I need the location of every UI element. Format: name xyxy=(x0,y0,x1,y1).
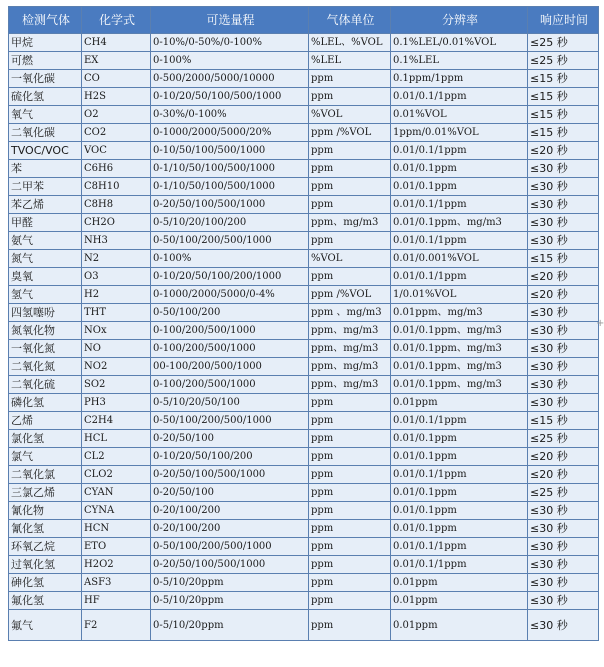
cell-range: 0-10/20/50/100/200 xyxy=(151,448,309,466)
cell-resolution: 1/0.01%VOL xyxy=(391,286,528,304)
cell-resolution: 0.01/0.1/1ppm xyxy=(391,232,528,250)
table-row xyxy=(9,466,599,484)
cell-gas: 甲烷 xyxy=(9,34,82,52)
cell-unit: ppm xyxy=(309,538,391,556)
cell-unit: ppm、mg/m3 xyxy=(309,340,391,358)
cell-formula: EX xyxy=(82,52,151,70)
cell-gas: 二氧化碳 xyxy=(9,124,82,142)
cell-unit: ppm xyxy=(309,160,391,178)
cell-range: 0-5/10/20/100/200 xyxy=(151,214,309,232)
cell-unit: ppm、mg/m3 xyxy=(309,214,391,232)
cell-gas: 氟气 xyxy=(9,610,82,641)
cell-response-time: ≤20 秒 xyxy=(528,268,599,286)
cell-range: 0-5/10/20ppm xyxy=(151,574,309,592)
cell-response-time: ≤30 秒 xyxy=(528,304,599,322)
cell-range: 0-100/200/500/1000 xyxy=(151,376,309,394)
table-row xyxy=(9,34,599,52)
cell-response-time: ≤30 秒 xyxy=(528,610,599,641)
cell-range: 0-20/100/200 xyxy=(151,520,309,538)
cell-gas: 二氧化硫 xyxy=(9,376,82,394)
cell-response-time: ≤25 秒 xyxy=(528,34,599,52)
cell-range: 0-20/50/100 xyxy=(151,430,309,448)
cell-resolution: 0.01/0.1ppm xyxy=(391,178,528,196)
cell-gas: 氢气 xyxy=(9,286,82,304)
table-row xyxy=(9,538,599,556)
cell-unit: ppm xyxy=(309,502,391,520)
cell-range: 0-50/100/200 xyxy=(151,304,309,322)
cell-range: 0-20/50/100/500/1000 xyxy=(151,556,309,574)
cell-gas: 氰化氢 xyxy=(9,520,82,538)
cell-range: 0-20/50/100/500/1000 xyxy=(151,466,309,484)
cell-formula: NOx xyxy=(82,322,151,340)
cell-unit: ppm /%VOL xyxy=(309,286,391,304)
cell-gas: 砷化氢 xyxy=(9,574,82,592)
cell-gas: 氯气 xyxy=(9,448,82,466)
cell-response-time: ≤15 秒 xyxy=(528,412,599,430)
cell-unit: ppm xyxy=(309,196,391,214)
cell-formula: CLO2 xyxy=(82,466,151,484)
cell-formula: HF xyxy=(82,592,151,610)
table-row xyxy=(9,286,599,304)
table-row xyxy=(9,250,599,268)
cell-formula: CYNA xyxy=(82,502,151,520)
cell-range: 00-100/200/500/1000 xyxy=(151,358,309,376)
table-row xyxy=(9,70,599,88)
cell-response-time: ≤30 秒 xyxy=(528,394,599,412)
cell-gas: 二氧化氮 xyxy=(9,358,82,376)
cell-unit: ppm xyxy=(309,466,391,484)
gas-spec-table-container xyxy=(8,6,599,641)
table-row xyxy=(9,574,599,592)
cell-range: 0-100/200/500/1000 xyxy=(151,322,309,340)
cell-unit: ppm xyxy=(309,484,391,502)
gas-spec-table xyxy=(8,6,599,641)
cell-range: 0-100/200/500/1000 xyxy=(151,340,309,358)
cell-resolution: 0.01/0.1/1ppm xyxy=(391,538,528,556)
cell-gas: 一氧化碳 xyxy=(9,70,82,88)
table-row xyxy=(9,448,599,466)
cell-gas: 二甲苯 xyxy=(9,178,82,196)
table-row xyxy=(9,592,599,610)
cell-formula: CO xyxy=(82,70,151,88)
cell-response-time: ≤30 秒 xyxy=(528,178,599,196)
cell-resolution: 0.01ppm xyxy=(391,574,528,592)
cell-resolution: 0.01/0.1ppm xyxy=(391,430,528,448)
table-row xyxy=(9,196,599,214)
cell-response-time: ≤20 秒 xyxy=(528,448,599,466)
cell-range: 0-20/50/100/500/1000 xyxy=(151,196,309,214)
table-row xyxy=(9,142,599,160)
cell-response-time: ≤25 秒 xyxy=(528,52,599,70)
cell-gas: 氟化氢 xyxy=(9,592,82,610)
cell-resolution: 0.01/0.1ppm、mg/m3 xyxy=(391,340,528,358)
table-body xyxy=(9,34,599,641)
cell-range: 0-1/10/50/100/500/1000 xyxy=(151,160,309,178)
cell-response-time: ≤30 秒 xyxy=(528,502,599,520)
cell-resolution: 0.01/0.1/1ppm xyxy=(391,412,528,430)
cell-formula: O2 xyxy=(82,106,151,124)
cell-range: 0-10%/0-50%/0-100% xyxy=(151,34,309,52)
cell-range: 0-50/100/200/500/1000 xyxy=(151,538,309,556)
cell-unit: ppm 、mg/m3 xyxy=(309,304,391,322)
cell-gas: 氮气 xyxy=(9,250,82,268)
cell-response-time: ≤15 秒 xyxy=(528,88,599,106)
table-row xyxy=(9,340,599,358)
table-row xyxy=(9,556,599,574)
cell-range: 0-50/100/200/500/1000 xyxy=(151,232,309,250)
cell-unit: ppm xyxy=(309,412,391,430)
cell-formula: N2 xyxy=(82,250,151,268)
cell-unit: %LEL、%VOL xyxy=(309,34,391,52)
cell-resolution: 0.01/0.1ppm xyxy=(391,502,528,520)
table-row xyxy=(9,430,599,448)
cell-gas: TVOC/VOC xyxy=(9,142,82,160)
cell-gas: 苯乙烯 xyxy=(9,196,82,214)
cell-response-time: ≤15 秒 xyxy=(528,250,599,268)
header-resolution: 分辨率 xyxy=(391,7,528,34)
cell-unit: ppm、mg/m3 xyxy=(309,358,391,376)
cell-response-time: ≤30 秒 xyxy=(528,214,599,232)
cell-unit: ppm xyxy=(309,448,391,466)
header-response-time: 响应时间 xyxy=(528,7,599,34)
cell-unit: %VOL xyxy=(309,106,391,124)
cell-gas: 一氧化氮 xyxy=(9,340,82,358)
cell-formula: CO2 xyxy=(82,124,151,142)
cell-gas: 氯化氢 xyxy=(9,430,82,448)
cell-response-time: ≤30 秒 xyxy=(528,358,599,376)
cell-response-time: ≤30 秒 xyxy=(528,556,599,574)
cell-unit: ppm xyxy=(309,394,391,412)
cell-response-time: ≤20 秒 xyxy=(528,142,599,160)
cell-range: 0-50/100/200/500/1000 xyxy=(151,412,309,430)
cell-gas: 可燃 xyxy=(9,52,82,70)
cell-resolution: 0.01/0.1/1ppm xyxy=(391,88,528,106)
cell-response-time: ≤30 秒 xyxy=(528,592,599,610)
cell-resolution: 0.01/0.1/1ppm xyxy=(391,556,528,574)
cell-formula: C6H6 xyxy=(82,160,151,178)
cell-unit: ppm xyxy=(309,178,391,196)
table-row xyxy=(9,484,599,502)
cell-unit: ppm xyxy=(309,556,391,574)
cell-range: 0-1000/2000/5000/20% xyxy=(151,124,309,142)
cell-resolution: 0.01ppm、mg/m3 xyxy=(391,304,528,322)
cell-range: 0-100% xyxy=(151,250,309,268)
cell-gas: 三氯乙烯 xyxy=(9,484,82,502)
table-row xyxy=(9,88,599,106)
table-row xyxy=(9,304,599,322)
cell-gas: 甲醛 xyxy=(9,214,82,232)
cell-unit: %LEL xyxy=(309,52,391,70)
cell-formula: PH3 xyxy=(82,394,151,412)
cell-range: 0-10/20/50/100/500/1000 xyxy=(151,88,309,106)
cell-formula: ASF3 xyxy=(82,574,151,592)
cell-gas: 氨气 xyxy=(9,232,82,250)
cell-formula: NO2 xyxy=(82,358,151,376)
cell-formula: SO2 xyxy=(82,376,151,394)
header-formula: 化学式 xyxy=(82,7,151,34)
cell-unit: ppm xyxy=(309,142,391,160)
cell-range: 0-500/2000/5000/10000 xyxy=(151,70,309,88)
cell-formula: HCN xyxy=(82,520,151,538)
cell-resolution: 0.1%LEL/0.01%VOL xyxy=(391,34,528,52)
header-unit: 气体单位 xyxy=(309,7,391,34)
table-row xyxy=(9,106,599,124)
cell-resolution: 0.1ppm/1ppm xyxy=(391,70,528,88)
cell-range: 0-1000/2000/5000/0-4% xyxy=(151,286,309,304)
cell-response-time: ≤30 秒 xyxy=(528,322,599,340)
table-row xyxy=(9,268,599,286)
cell-response-time: ≤15 秒 xyxy=(528,124,599,142)
cell-unit: ppm xyxy=(309,88,391,106)
cell-unit: ppm xyxy=(309,610,391,641)
cell-formula: C8H10 xyxy=(82,178,151,196)
cell-formula: C2H4 xyxy=(82,412,151,430)
cell-gas: 硫化氢 xyxy=(9,88,82,106)
cell-formula: CH4 xyxy=(82,34,151,52)
table-row xyxy=(9,160,599,178)
cell-range: 0-30%/0-100% xyxy=(151,106,309,124)
scroll-marker-icon: + xyxy=(596,318,604,329)
header-range: 可选量程 xyxy=(151,7,309,34)
table-row xyxy=(9,502,599,520)
cell-formula: CH2O xyxy=(82,214,151,232)
cell-resolution: 0.01ppm xyxy=(391,592,528,610)
cell-resolution: 0.1%LEL xyxy=(391,52,528,70)
cell-formula: ETO xyxy=(82,538,151,556)
cell-gas: 氮氧化物 xyxy=(9,322,82,340)
cell-response-time: ≤25 秒 xyxy=(528,484,599,502)
cell-gas: 磷化氢 xyxy=(9,394,82,412)
cell-resolution: 0.01/0.1ppm、mg/m3 xyxy=(391,214,528,232)
table-row xyxy=(9,214,599,232)
cell-resolution: 0.01/0.1/1ppm xyxy=(391,268,528,286)
cell-resolution: 0.01/0.1/1ppm xyxy=(391,196,528,214)
cell-response-time: ≤30 秒 xyxy=(528,340,599,358)
cell-resolution: 0.01/0.1/1ppm xyxy=(391,466,528,484)
cell-resolution: 0.01/0.001%VOL xyxy=(391,250,528,268)
cell-gas: 苯 xyxy=(9,160,82,178)
cell-formula: H2 xyxy=(82,286,151,304)
table-row xyxy=(9,124,599,142)
table-row xyxy=(9,610,599,641)
table-row xyxy=(9,376,599,394)
cell-response-time: ≤30 秒 xyxy=(528,196,599,214)
cell-gas: 二氧化氯 xyxy=(9,466,82,484)
cell-unit: ppm /%VOL xyxy=(309,124,391,142)
cell-resolution: 0.01/0.1ppm、mg/m3 xyxy=(391,376,528,394)
cell-response-time: ≤15 秒 xyxy=(528,70,599,88)
cell-formula: THT xyxy=(82,304,151,322)
table-row xyxy=(9,520,599,538)
cell-response-time: ≤25 秒 xyxy=(528,430,599,448)
cell-gas: 四氢噻吩 xyxy=(9,304,82,322)
cell-unit: %VOL xyxy=(309,250,391,268)
cell-formula: C8H8 xyxy=(82,196,151,214)
cell-gas: 过氧化氢 xyxy=(9,556,82,574)
cell-formula: NH3 xyxy=(82,232,151,250)
cell-formula: HCL xyxy=(82,430,151,448)
cell-range: 0-10/20/50/100/200/1000 xyxy=(151,268,309,286)
cell-resolution: 0.01/0.1ppm xyxy=(391,448,528,466)
cell-unit: ppm xyxy=(309,268,391,286)
cell-range: 0-20/100/200 xyxy=(151,502,309,520)
cell-resolution: 1ppm/0.01%VOL xyxy=(391,124,528,142)
cell-formula: H2O2 xyxy=(82,556,151,574)
cell-unit: ppm xyxy=(309,520,391,538)
header-gas: 检测气体 xyxy=(9,7,82,34)
cell-unit: ppm、mg/m3 xyxy=(309,376,391,394)
cell-gas: 臭氧 xyxy=(9,268,82,286)
cell-response-time: ≤20 秒 xyxy=(528,466,599,484)
cell-gas: 乙烯 xyxy=(9,412,82,430)
cell-range: 0-20/50/100 xyxy=(151,484,309,502)
cell-response-time: ≤30 秒 xyxy=(528,538,599,556)
cell-resolution: 0.01ppm xyxy=(391,394,528,412)
cell-range: 0-1/10/50/100/500/1000 xyxy=(151,178,309,196)
cell-resolution: 0.01%VOL xyxy=(391,106,528,124)
cell-unit: ppm、mg/m3 xyxy=(309,322,391,340)
cell-response-time: ≤30 秒 xyxy=(528,520,599,538)
cell-response-time: ≤20 秒 xyxy=(528,286,599,304)
table-row xyxy=(9,322,599,340)
cell-range: 0-100% xyxy=(151,52,309,70)
cell-formula: F2 xyxy=(82,610,151,641)
cell-response-time: ≤30 秒 xyxy=(528,232,599,250)
table-row xyxy=(9,358,599,376)
table-row xyxy=(9,178,599,196)
cell-resolution: 0.01ppm xyxy=(391,610,528,641)
cell-unit: ppm xyxy=(309,592,391,610)
cell-formula: CL2 xyxy=(82,448,151,466)
cell-resolution: 0.01/0.1ppm、mg/m3 xyxy=(391,358,528,376)
cell-formula: H2S xyxy=(82,88,151,106)
cell-response-time: ≤30 秒 xyxy=(528,376,599,394)
cell-unit: ppm xyxy=(309,232,391,250)
cell-formula: NO xyxy=(82,340,151,358)
cell-response-time: ≤15 秒 xyxy=(528,106,599,124)
cell-range: 0-5/10/20ppm xyxy=(151,592,309,610)
header-row xyxy=(9,7,599,34)
table-row xyxy=(9,52,599,70)
table-row xyxy=(9,232,599,250)
cell-gas: 氰化物 xyxy=(9,502,82,520)
cell-formula: O3 xyxy=(82,268,151,286)
table-row xyxy=(9,412,599,430)
cell-unit: ppm xyxy=(309,574,391,592)
cell-gas: 氧气 xyxy=(9,106,82,124)
cell-unit: ppm xyxy=(309,70,391,88)
cell-response-time: ≤30 秒 xyxy=(528,574,599,592)
cell-range: 0-5/10/20/50/100 xyxy=(151,394,309,412)
cell-unit: ppm xyxy=(309,430,391,448)
cell-formula: CYAN xyxy=(82,484,151,502)
cell-resolution: 0.01/0.1/1ppm xyxy=(391,142,528,160)
cell-resolution: 0.01/0.1ppm xyxy=(391,520,528,538)
cell-gas: 环氧乙烷 xyxy=(9,538,82,556)
cell-range: 0-10/50/100/500/1000 xyxy=(151,142,309,160)
cell-resolution: 0.01/0.1ppm xyxy=(391,484,528,502)
cell-resolution: 0.01/0.1ppm xyxy=(391,160,528,178)
cell-response-time: ≤30 秒 xyxy=(528,160,599,178)
cell-range: 0-5/10/20ppm xyxy=(151,610,309,641)
cell-formula: VOC xyxy=(82,142,151,160)
table-row xyxy=(9,394,599,412)
cell-resolution: 0.01/0.1ppm、mg/m3 xyxy=(391,322,528,340)
